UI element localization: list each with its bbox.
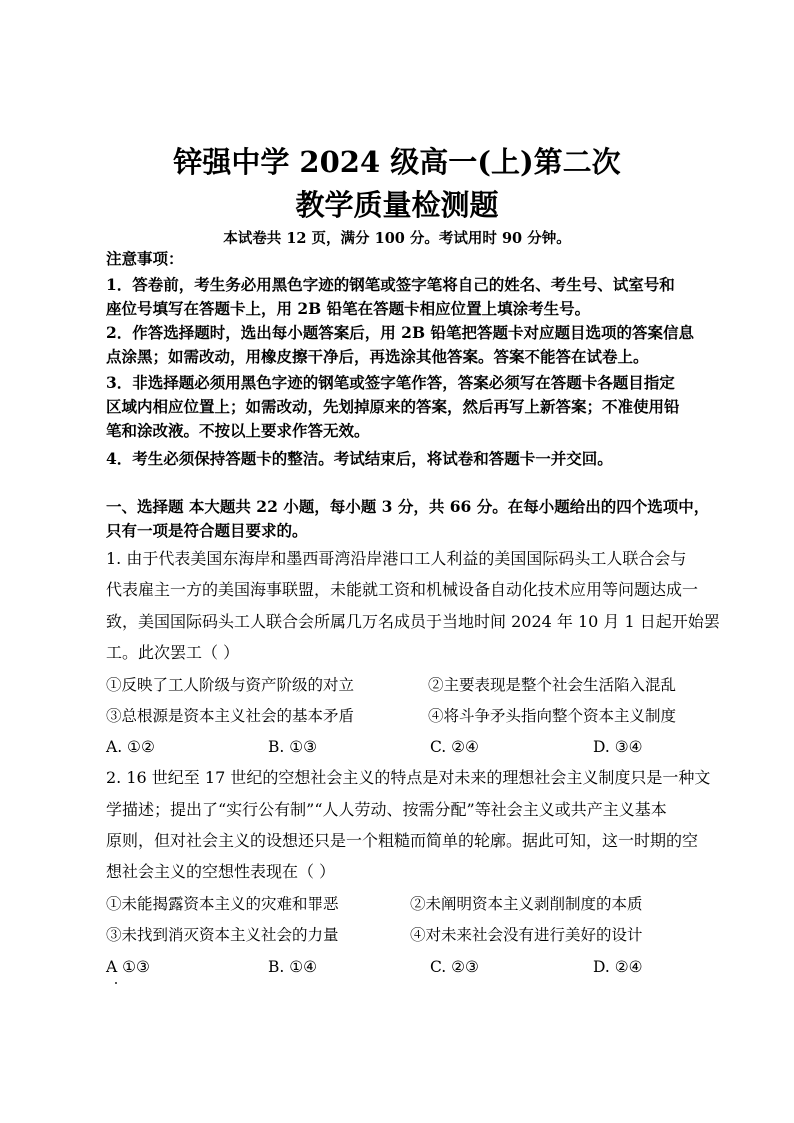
exam-title-line2: 教学质量检测题: [295, 188, 499, 222]
question-1-choice-b: B. ①③: [268, 738, 318, 756]
question-1-choice-d: D. ③④: [593, 738, 643, 756]
question-1-statement: ①反映了工人阶级与资产阶级的对立: [106, 676, 355, 694]
question-2-choice-c: C. ②③: [430, 958, 479, 976]
question-2-stem: 2. 16 世纪至 17 世纪的空想社会主义的特点是对未来的理想社会主义制度只是一种文: [106, 768, 711, 787]
question-2-statement: ①未能揭露资本主义的灾难和罪恶: [106, 895, 339, 913]
question-2-statement: ④对未来社会没有进行美好的设计: [410, 926, 643, 944]
notes-line: 1．答卷前，考生务必用黑色字迹的钢笔或签字笔将自己的姓名、考生号、试室号和: [106, 275, 675, 294]
section-heading: 一、选择题 本大题共 22 小题，每小题 3 分，共 66 分。在每小题给出的四个选项中，: [106, 497, 710, 516]
scan-speck: [115, 982, 117, 984]
question-2-stem: 学描述；提出了“实行公有制”“人人劳动、按需分配”等社会主义或共产主义基本: [106, 800, 667, 819]
question-1-stem: 工。此次罢工（ ）: [106, 643, 240, 662]
notes-line: 3．非选择题必须用黑色字迹的钢笔或签字笔作答，答案必须写在答题卡各题目指定: [106, 373, 675, 392]
question-2-choice-d: D. ②④: [593, 958, 643, 976]
question-1-choice-a: A. ①②: [106, 738, 155, 756]
notes-heading: 注意事项：: [106, 249, 184, 268]
question-2-statement: ③未找到消灭资本主义社会的力量: [106, 926, 339, 944]
question-1-statement: ③总根源是资本主义社会的基本矛盾: [106, 707, 355, 725]
question-2-choice-b: B. ①④: [268, 958, 318, 976]
question-1-statement: ②主要表现是整个社会生活陷入混乱: [428, 676, 677, 694]
question-2-choice-a: A ①③: [106, 958, 150, 976]
question-2-stem: 原则，但对社会主义的设想还只是一个粗糙而简单的轮廓。据此可知，这一时期的空: [106, 831, 699, 850]
question-1-stem: 1. 由于代表美国东海岸和墨西哥湾沿岸港口工人利益的美国国际码头工人联合会与: [106, 549, 687, 568]
question-1-choice-c: C. ②④: [430, 738, 479, 756]
notes-line: 座位号填写在答题卡上，用 2B 铅笔在答题卡相应位置上填涂考生号。: [106, 299, 591, 318]
question-1-statement: ④将斗争矛头指向整个资本主义制度: [428, 707, 677, 725]
question-1-stem: 致，美国国际码头工人联合会所属几万名成员于当地时间 2024 年 10 月 1 日起开始罢: [106, 612, 720, 631]
notes-line: 点涂黑；如需改动，用橡皮擦干净后，再选涂其他答案。答案不能答在试卷上。: [106, 347, 649, 366]
question-2-statement: ②未阐明资本主义剥削制度的本质: [410, 895, 643, 913]
notes-line: 4．考生必须保持答题卡的整洁。考试结束后，将试卷和答题卡一并交回。: [106, 449, 613, 468]
question-2-stem: 想社会主义的空想性表现在（ ）: [106, 862, 336, 881]
exam-title-line1: 锌强中学 2024 级高一(上)第二次: [173, 145, 621, 179]
notes-line: 区域内相应位置上；如需改动，先划掉原来的答案，然后再写上新答案；不准使用铅: [106, 397, 680, 416]
question-1-stem: 代表雇主一方的美国海事联盟，未能就工资和机械设备自动化技术应用等问题达成一: [106, 580, 699, 599]
notes-line: 2．作答选择题时，选出每小题答案后，用 2B 铅笔把答题卡对应题目选项的答案信息: [106, 323, 694, 342]
exam-subtitle: 本试卷共 12 页，满分 100 分。考试用时 90 分钟。: [223, 230, 571, 247]
notes-line: 笔和涂改液。不按以上要求作答无效。: [106, 421, 370, 440]
section-heading: 只有一项是符合题目要求的。: [106, 521, 308, 540]
